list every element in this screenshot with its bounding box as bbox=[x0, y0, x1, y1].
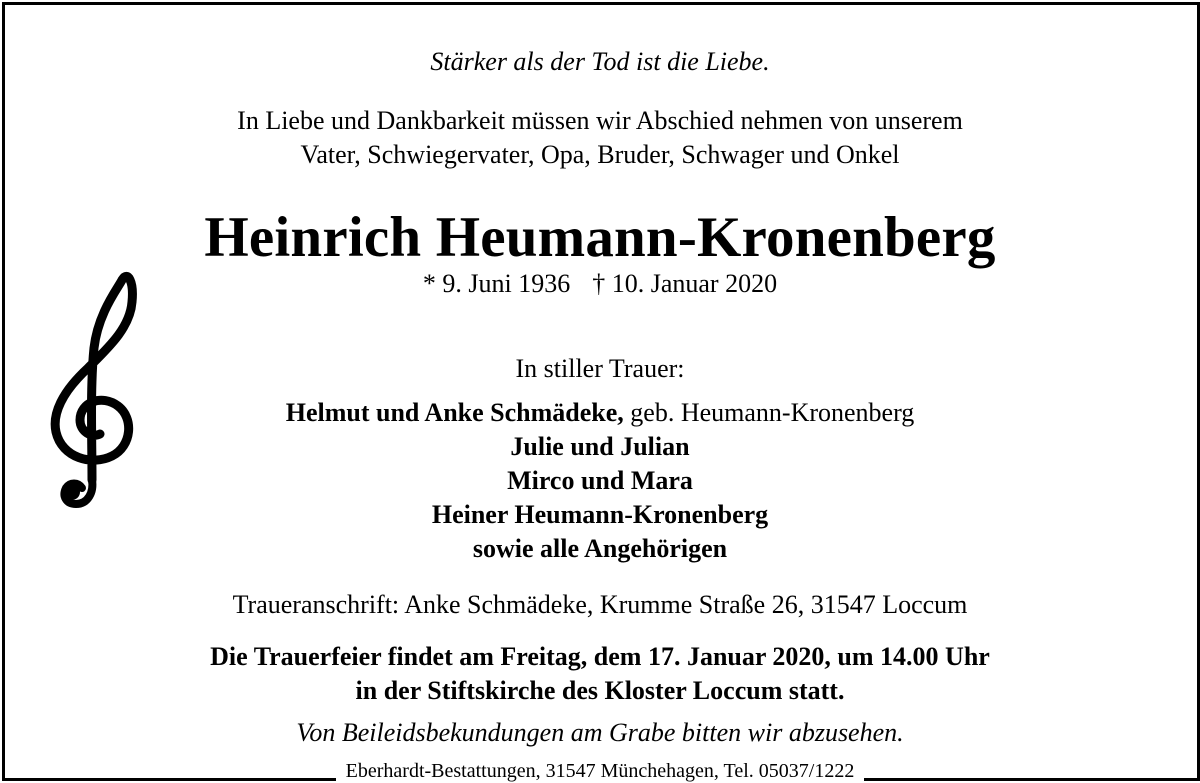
intro-text bbox=[0, 104, 1200, 172]
funeral-home-info: Eberhardt-Bestattungen, 31547 Münchehagen, Tel. 05037/1222 bbox=[336, 760, 865, 783]
condolence-note: Von Beileidsbekundungen am Grabe bitten wir abzusehen. bbox=[296, 718, 904, 747]
footer bbox=[0, 760, 1200, 783]
death-date: † 10. Januar 2020 bbox=[592, 269, 778, 298]
ceremony-line-2: in der Stiftskirche des Kloster Loccum statt. bbox=[355, 676, 845, 705]
ceremony-line-1: Die Trauerfeier findet am Freitag, dem 17. Januar 2020, um 14.00 Uhr bbox=[210, 642, 990, 671]
mourners-list bbox=[0, 396, 1200, 566]
mourning-label: In stiller Trauer: bbox=[515, 354, 685, 383]
mourning-address: Traueranschrift: Anke Schmädeke, Krumme Straße 26, 31547 Loccum bbox=[232, 590, 968, 619]
mourner-line-3: Mirco und Mara bbox=[507, 466, 693, 495]
mourner-line-4: Heiner Heumann-Kronenberg bbox=[431, 500, 769, 529]
mourner-line-5: sowie alle Angehörigen bbox=[472, 534, 728, 563]
ceremony-info bbox=[0, 640, 1200, 708]
mourner-maiden-name: geb. Heumann-Kronenberg bbox=[623, 398, 915, 427]
mourner-line-2: Julie und Julian bbox=[510, 432, 690, 461]
mourner-line-1 bbox=[0, 396, 1200, 430]
birth-date: * 9. Juni 1936 bbox=[422, 269, 571, 298]
life-dates bbox=[0, 269, 1200, 299]
intro-line-1: In Liebe und Dankbarkeit müssen wir Abschied nehmen von unserem bbox=[237, 106, 963, 135]
deceased-name: Heinrich Heumann-Kronenberg bbox=[204, 206, 996, 269]
motto: Stärker als der Tod ist die Liebe. bbox=[430, 47, 770, 76]
mourner-name-1: Helmut und Anke Schmädeke, bbox=[285, 398, 624, 427]
intro-line-2: Vater, Schwiegervater, Opa, Bruder, Schwager und Onkel bbox=[300, 140, 900, 169]
